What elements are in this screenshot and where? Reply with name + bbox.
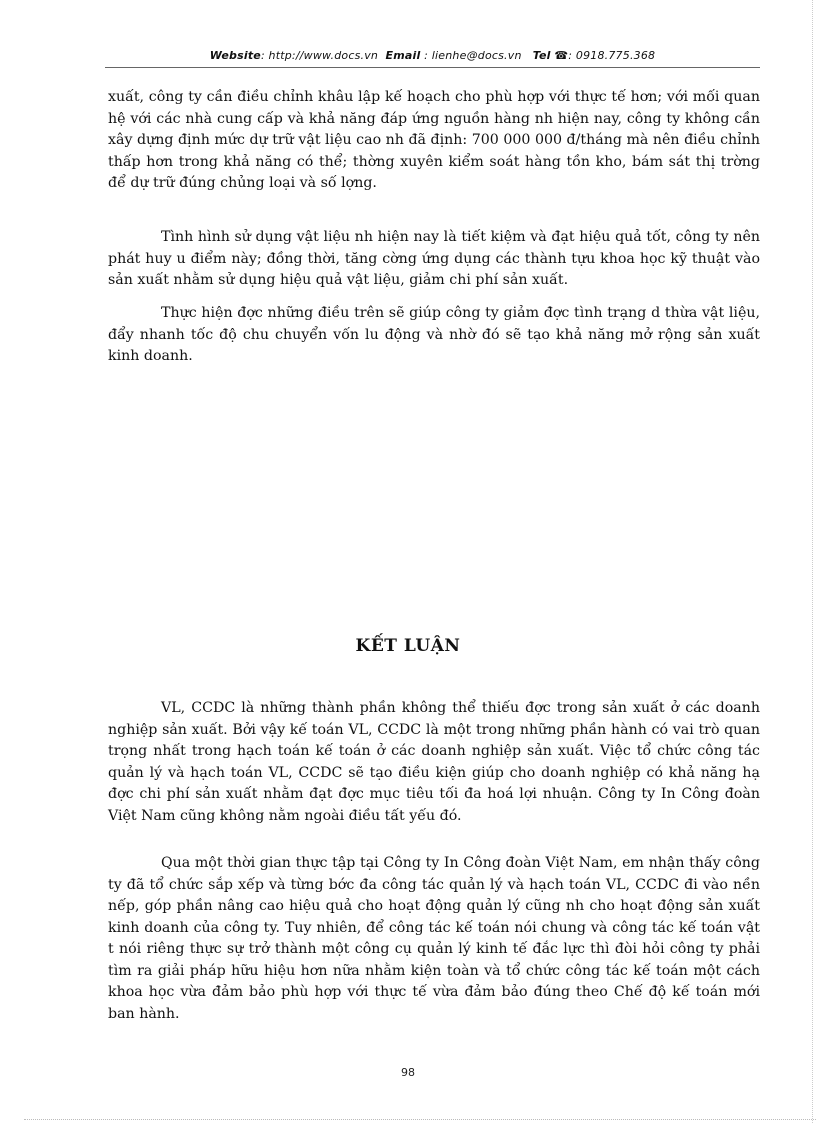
body-paragraph-2: Tình hình sử dụng vật liệu nh hiện nay là tiết kiệm và đạt hiệu quả tốt, công ty nên phát huy u điểm này; đồng thời, tăng cờng ứng dụng các thành tựu khoa học kỹ thuật vào sản xuất nhằm sử dụng hiệu quả vật liệu, giảm chi phí sản xuất.	[108, 229, 760, 288]
tel-label: Tel	[532, 49, 551, 62]
phone-icon: ☎	[554, 49, 569, 62]
page-bottom-border	[24, 1119, 816, 1120]
website-value: : http://www.docs.vn	[260, 49, 379, 62]
conclusion-paragraph-1: VL, CCDC là những thành phần không thể thiếu đợc trong sản xuất ở các doanh nghiệp sản xuất. Bởi vậy kế toán VL, CCDC là một trong những phần hành có vai trò quan trọng nhất trong hạch toán kế toán ở các doanh nghiệp sản xuất. Việc tổ chức công tác quản lý và hạch toán VL, CCDC sẽ tạo điều kiện giúp cho doanh nghiệp có khả năng hạ đợc chi phí sản xuất nhằm đạt đợc mục tiêu tối đa hoá lợi nhuận. Công ty In Công đoàn Việt Nam cũng không nằm ngoài điều tất yếu đó.	[108, 700, 760, 824]
tel-value: : 0918.775.368	[568, 49, 656, 62]
page-right-border	[812, 0, 813, 1123]
email-value: : lienhe@docs.vn	[424, 49, 522, 62]
conclusion-paragraph-2: Qua một thời gian thực tập tại Công ty In Công đoàn Việt Nam, em nhận thấy công ty đã tổ chức sắp xếp và từng bớc đa công tác quản lý và hạch toán VL, CCDC đi vào nền nếp, góp phần nâng cao hiệu quả cho hoạt động quản lý cũng nh cho hoạt động sản xuất kinh doanh của công ty. Tuy nhiên, để công tác kế toán nói chung và công tác kế toán vật t nói riêng thực sự trở thành một công cụ quản lý kinh tế đắc lực thì đòi hỏi công ty phải tìm ra giải pháp hữu hiệu hơn nữa nhằm kiện toàn và tổ chức công tác kế toán một cách khoa học vừa đảm bảo phù hợp với thực tế vừa đảm bảo đúng theo Chế độ kế toán mới ban hành.	[108, 855, 760, 1022]
page-header	[105, 49, 760, 62]
body-paragraph-3: Thực hiện đợc những điều trên sẽ giúp công ty giảm đợc tình trạng d thừa vật liệu, đẩy nhanh tốc độ chu chuyển vốn lu động và nhờ đó sẽ tạo khả năng mở rộng sản xuất kinh doanh.	[108, 305, 760, 364]
header-divider	[105, 67, 760, 68]
website-label: Website	[209, 49, 261, 62]
email-label: Email	[385, 49, 421, 62]
section-title: KẾT LUẬN	[355, 636, 461, 656]
page-number: 98	[401, 1066, 415, 1079]
body-paragraph-1: xuất, công ty cần điều chỉnh khâu lập kế hoạch cho phù hợp với thực tế hơn; với mối quan hệ với các nhà cung cấp và khả năng đáp ứng nguồn hàng nh hiện nay, công ty không cần xây dựng định mức dự trữ vật liệu cao nh đã định: 700 000 000 đ/tháng mà nên điều chỉnh thấp hơn trong khả năng có thể; thờng xuyên kiểm soát hàng tồn kho, bám sát thị trờng để dự trữ đúng chủng loại và số lợng.	[108, 89, 760, 191]
